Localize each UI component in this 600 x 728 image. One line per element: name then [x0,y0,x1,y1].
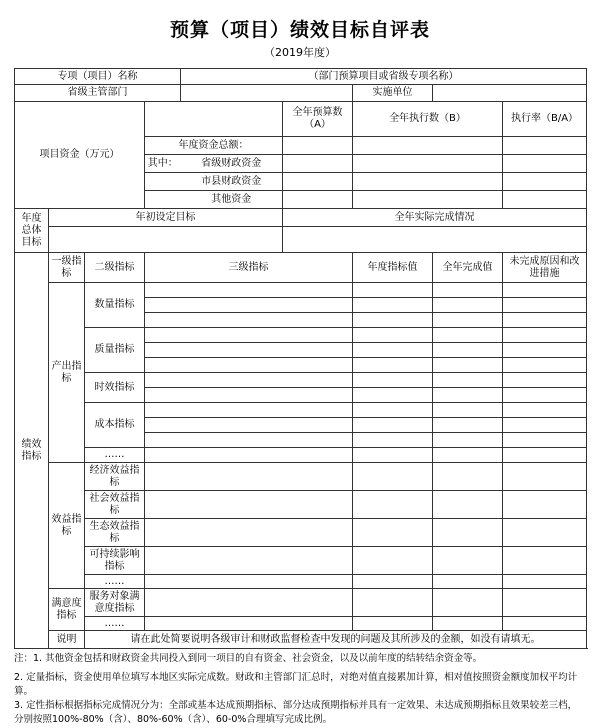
indicator-cell[interactable] [353,491,433,519]
indicator-cell[interactable] [433,343,503,358]
indicator-cell[interactable] [145,491,353,519]
indicator-cell[interactable] [353,617,433,631]
indicator-cell[interactable] [503,575,587,589]
satisfaction-label: 满意度指标 [49,589,85,631]
level2-header: 二级指标 [85,253,145,283]
indicator-cell[interactable] [433,418,503,433]
note-2: 2. 定量指标，资金使用单位填写本地区实际完成数。财政和主管部门汇总时，对绝对值直接累加计算，相对值按照资金额度加权平均计算。 [14,672,578,697]
funds-total-rate[interactable] [503,137,587,155]
indicator-cell[interactable] [433,519,503,547]
indicator-cell[interactable] [503,433,587,448]
indicator-cell[interactable] [433,448,503,463]
indicator-cell[interactable] [145,403,353,418]
indicator-cell[interactable] [353,388,433,403]
indicator-cell[interactable] [353,547,433,575]
explain-label: 说明 [49,631,85,649]
col-exec-header: 全年执行数（B） [353,102,503,137]
indicator-cell[interactable] [353,433,433,448]
form-title: 预算（项目）绩效目标自评表 [169,19,430,41]
indicator-cell[interactable] [145,313,353,328]
indicator-cell[interactable] [353,298,433,313]
indicator-cell[interactable] [145,358,353,373]
funds-provincial-label: 省级财政资金 [181,155,283,173]
indicator-cell[interactable] [503,589,587,617]
funds-other-budget[interactable] [283,191,353,209]
indicators-label: 绩效指标 [15,253,49,649]
funds-provincial-exec[interactable] [353,155,503,173]
indicator-cell[interactable] [433,328,503,343]
indicator-cell[interactable] [503,403,587,418]
funds-other-label: 其他资金 [181,191,283,209]
indicator-cell[interactable] [353,328,433,343]
initial-target-header: 年初设定目标 [49,209,283,227]
indicator-cell[interactable] [433,463,503,491]
benefit-indicators-label: 效益指标 [49,463,85,589]
indicator-cell[interactable] [503,491,587,519]
ecological-label: 生态效益指标 [85,519,145,547]
service-satisfaction-label: 服务对象满意度指标 [85,589,145,617]
indicator-cell[interactable] [145,519,353,547]
funds-city-rate[interactable] [503,173,587,191]
cost-label: 成本指标 [85,403,145,448]
level1-header: 一级指标 [49,253,85,283]
form-year: （2019年度） [264,46,336,59]
funds-among-label: 其中： [145,155,181,173]
funds-blank-header [145,102,283,137]
annual-value-header: 年度指标值 [353,253,433,283]
impl-unit-field[interactable] [433,85,587,102]
ellipsis-label: …… [85,448,145,463]
social-label: 社会效益指标 [85,491,145,519]
indicator-cell[interactable] [353,283,433,298]
indicator-cell[interactable] [145,328,353,343]
indicator-cell[interactable] [433,589,503,617]
funds-indent [145,191,181,209]
indicator-cell[interactable] [433,433,503,448]
indicator-cell[interactable] [433,283,503,298]
funds-provincial-rate[interactable] [503,155,587,173]
indicator-cell[interactable] [145,388,353,403]
indicator-cell[interactable] [145,617,353,631]
quantity-label: 数量指标 [85,283,145,328]
funds-other-exec[interactable] [353,191,503,209]
funds-other-rate[interactable] [503,191,587,209]
indicator-cell[interactable] [353,589,433,617]
indicator-cell[interactable] [145,448,353,463]
indicator-cell[interactable] [433,313,503,328]
timeliness-label: 时效指标 [85,373,145,403]
indicator-cell[interactable] [145,298,353,313]
actual-header: 全年实际完成情况 [283,209,587,227]
indicator-cell[interactable] [503,388,587,403]
indicator-cell[interactable] [145,418,353,433]
evaluation-table [14,68,587,649]
funds-label: 项目资金（万元） [15,102,145,209]
funds-city-label: 市县财政资金 [181,173,283,191]
dept-label: 省级主管部门 [15,85,181,102]
col-budget-header: 全年预算数（A） [283,102,353,137]
project-name-field[interactable]: （部门预算项目或省级专项名称） [181,69,587,85]
indicator-cell[interactable] [503,448,587,463]
indicator-cell[interactable] [353,418,433,433]
impl-unit-label: 实施单位 [353,85,433,102]
explain-text[interactable]: 请在此处简要说明各级审计和财政监督检查中发现的问题及其所涉及的金额，如没有请填无。 [85,631,587,649]
indicator-cell[interactable] [503,343,587,358]
indicator-cell[interactable] [145,373,353,388]
indicator-cell[interactable] [503,463,587,491]
dept-field[interactable] [181,85,353,102]
indicator-cell[interactable] [353,358,433,373]
indicator-cell[interactable] [353,519,433,547]
economic-label: 经济效益指标 [85,463,145,491]
funds-total-label: 年度资金总额： [145,137,283,155]
indicator-cell[interactable] [503,298,587,313]
indicator-cell[interactable] [503,358,587,373]
indicator-cell[interactable] [145,589,353,617]
indicator-cell[interactable] [433,617,503,631]
actual-field[interactable] [283,227,587,253]
reasons-header: 未完成原因和改进措施 [503,253,587,283]
indicator-cell[interactable] [433,358,503,373]
indicator-cell[interactable] [145,283,353,298]
indicator-cell[interactable] [503,283,587,298]
indicator-cell[interactable] [503,373,587,388]
funds-provincial-budget[interactable] [283,155,353,173]
initial-target-field[interactable] [49,227,283,253]
indicator-cell[interactable] [503,418,587,433]
indicator-cell[interactable] [145,575,353,589]
project-name-label: 专项（项目）名称 [15,69,181,85]
indicator-cell[interactable] [353,313,433,328]
quality-label: 质量指标 [85,328,145,373]
overall-target-label: 年度总体目标 [15,209,49,253]
indicator-cell[interactable] [433,373,503,388]
indicator-cell[interactable] [503,328,587,343]
funds-total-budget[interactable] [283,137,353,155]
indicator-cell[interactable] [353,343,433,358]
indicator-cell[interactable] [145,433,353,448]
note-3: 3. 定性指标根据指标完成情况分为：全部或基本达成预期指标、部分达成预期指标并具有一定效果、未达成预期指标且效果较差三档，分别按照100%-80%（含）、80%-60%（含）、60-0%合理填写完成比例。 [14,700,578,725]
level3-header: 三级指标 [145,253,353,283]
indicator-cell[interactable] [353,373,433,388]
indicator-cell[interactable] [353,575,433,589]
indicator-cell[interactable] [145,463,353,491]
indicator-cell[interactable] [353,403,433,418]
funds-total-exec[interactable] [353,137,503,155]
sustainable-label: 可持续影响指标 [85,547,145,575]
indicator-cell[interactable] [503,313,587,328]
funds-indent [145,173,181,191]
completed-header: 全年完成值 [433,253,503,283]
indicator-cell[interactable] [145,343,353,358]
indicator-cell[interactable] [433,298,503,313]
ellipsis-label: …… [85,575,145,589]
col-rate-header: 执行率（B/A） [503,102,587,137]
funds-city-budget[interactable] [283,173,353,191]
indicator-cell[interactable] [353,463,433,491]
indicator-cell[interactable] [433,575,503,589]
indicator-cell[interactable] [433,403,503,418]
ellipsis-label: …… [85,617,145,631]
indicator-cell[interactable] [503,519,587,547]
indicator-cell[interactable] [433,547,503,575]
funds-city-exec[interactable] [353,173,503,191]
indicator-cell[interactable] [353,448,433,463]
output-indicators-label: 产出指标 [49,283,85,463]
indicator-cell[interactable] [433,388,503,403]
indicator-cell[interactable] [503,547,587,575]
indicator-cell[interactable] [503,617,587,631]
note-1: 注：1. 其他资金包括和财政资金共同投入到同一项目的自有资金、社会资金，以及以前年度的结转结余资金等。 [14,653,483,664]
indicator-cell[interactable] [433,491,503,519]
indicator-cell[interactable] [145,547,353,575]
